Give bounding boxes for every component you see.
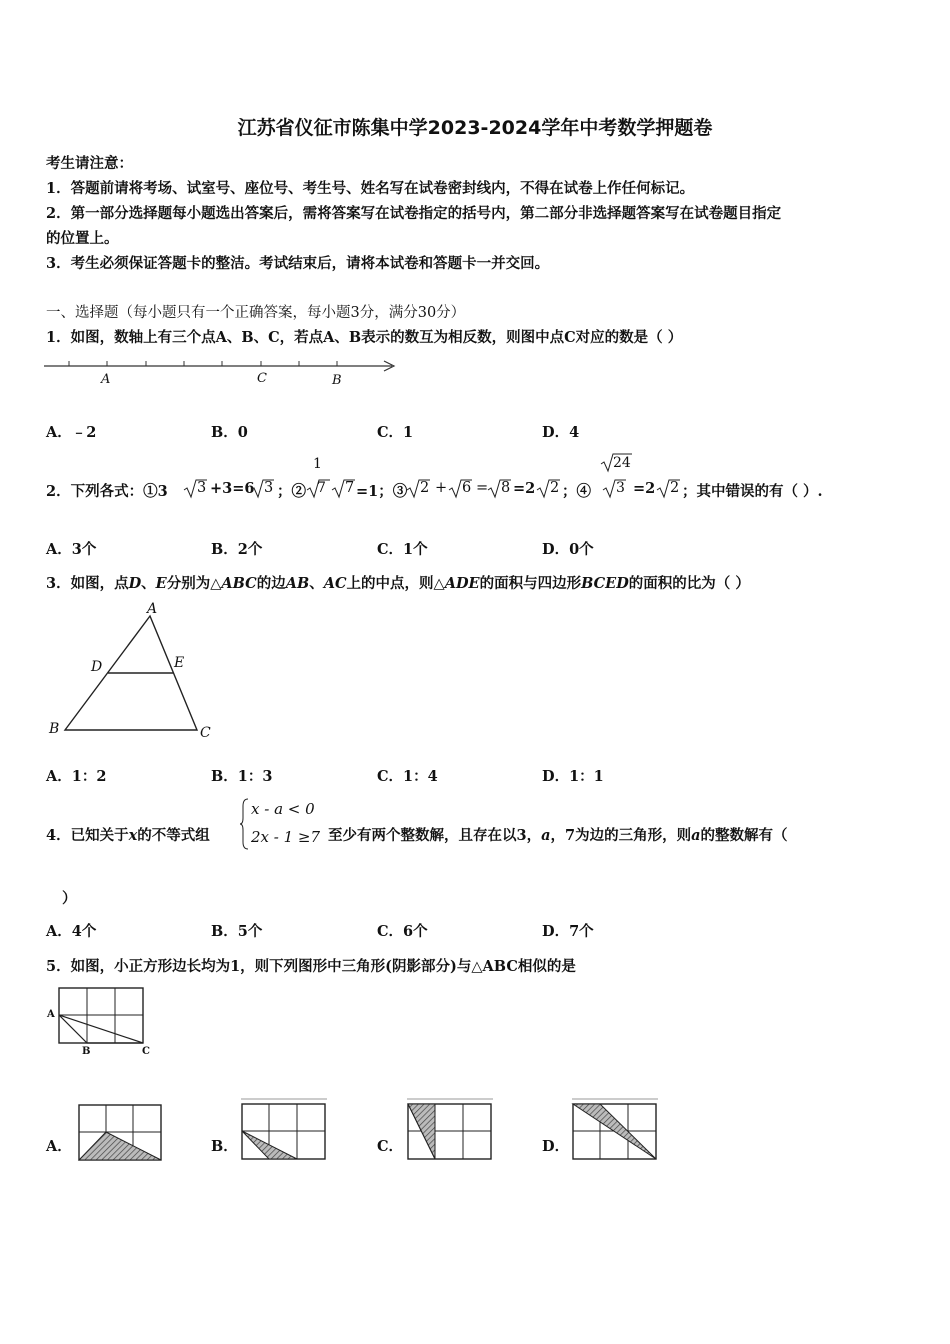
q2-option-d: D．0个	[542, 541, 594, 558]
q1-stem: 1．如图，数轴上有三个点A、B、C，若点A、B表示的数互为相反数，则图中点C对应的数是（ ）	[46, 329, 683, 346]
q4-stem-a: 4．已知关于	[46, 827, 129, 844]
q5-label-a: A	[47, 1009, 55, 1020]
q4-stem-e: 的整数解有（	[700, 827, 788, 844]
q2-part2: +3=6	[210, 480, 255, 497]
q5-option-a: A．	[46, 1138, 72, 1155]
q3-stem-b: 分别为△	[166, 575, 222, 592]
q5-label-c: C	[142, 1046, 150, 1057]
q1-option-d: D．4	[542, 424, 580, 441]
q4-option-c: C．6个	[377, 923, 428, 940]
q1-option-c: C．1	[377, 424, 414, 441]
page-title: 江苏省仪征市陈集中学2023-2024学年中考数学押题卷	[237, 117, 713, 139]
q3-label-a: A	[147, 601, 158, 617]
q3-stem-a: 3．如图，点	[46, 575, 129, 592]
q3-side-ab: AB	[285, 575, 310, 592]
q3-stem	[46, 572, 750, 593]
q4-option-d: D．7个	[542, 923, 594, 940]
q3-tri-abc: ABC	[221, 575, 257, 592]
q3-stem-f: 的面积的比为（ ）	[628, 575, 750, 592]
q4-stem-left	[46, 824, 210, 845]
q3-option-d: D．1：1	[542, 768, 604, 785]
q2-radicand-2: 3	[264, 480, 274, 496]
q2-fraction2-numerator: 24	[613, 455, 631, 471]
q3-label-e: E	[174, 655, 185, 671]
q5-option-d-figure	[572, 1098, 658, 1162]
q1-label-b: B	[332, 373, 342, 388]
q5-option-b: B．	[211, 1138, 238, 1155]
q2-equals: =	[476, 480, 489, 496]
q5-option-a-figure	[78, 1104, 162, 1162]
q2-plus: +	[435, 480, 448, 496]
q1-label-c: C	[257, 371, 267, 386]
q4-brace	[239, 798, 251, 850]
q3-triangle-figure	[60, 610, 210, 735]
q2-fraction2-denominator: 3	[616, 480, 625, 496]
q5-reference-grid	[58, 987, 144, 1045]
q4-stem-b: 的不等式组	[137, 827, 210, 844]
q3-label-d: D	[91, 659, 103, 675]
notice-item-2-cont: 的位置上。	[46, 230, 119, 247]
q2-fraction-denominator: 7	[317, 480, 326, 496]
q5-label-b: B	[82, 1046, 91, 1057]
q2-part7: =2	[633, 480, 656, 497]
q5-stem: 5．如图，小正方形边长均为1，则下列图形中三角形(阴影部分)与△ABC相似的是	[46, 958, 576, 975]
notice-header: 考生请注意：	[46, 155, 133, 172]
q2-part5: =2	[513, 480, 536, 497]
q2-fraction-numerator: 1	[313, 456, 322, 472]
q2-part1: 2．下列各式：①3	[46, 483, 168, 500]
q2-radicand-3: 7	[345, 480, 355, 496]
q3-quad-bced: BCED	[581, 575, 629, 592]
q4-var-x: x	[128, 827, 138, 844]
q3-tri-ade: ADE	[444, 575, 480, 592]
q1-label-a: A	[101, 372, 111, 387]
q4-stem-tail: ）	[62, 890, 77, 907]
q2-radicand-7: 2	[550, 480, 560, 496]
q4-inequality-2: 2x - 1 ≥7	[251, 828, 321, 846]
q3-stem-c: 的边	[256, 575, 286, 592]
q3-point-e: E	[155, 575, 167, 592]
q5-option-d: D．	[542, 1138, 570, 1155]
q3-option-a: A．1：2	[46, 768, 107, 785]
q3-side-ac: AC	[323, 575, 347, 592]
q2-part8: ；其中错误的有（ ）.	[682, 483, 823, 500]
q2-option-a: A．3个	[46, 541, 97, 558]
q3-label-c: C	[200, 725, 211, 741]
q4-inequality-1: x - a < 0	[251, 800, 315, 818]
section-heading: 一、选择题（每小题只有一个正确答案，每小题3分，满分30分）	[46, 305, 466, 321]
q5-option-c: C．	[377, 1138, 404, 1155]
q3-point-d: D	[128, 575, 142, 592]
q4-stem-d: ，7为边的三角形，则	[550, 827, 692, 844]
notice-item-3: 3．考生必须保证答题卡的整洁。考试结束后，请将本试卷和答题卡一并交回。	[46, 255, 550, 272]
q4-option-b: B．5个	[211, 923, 263, 940]
q2-option-b: B．2个	[211, 541, 263, 558]
q4-var-a2: a	[691, 827, 701, 844]
q1-number-line	[44, 356, 399, 392]
q4-stem-right	[328, 824, 788, 845]
q2-radicand-6: 8	[501, 480, 511, 496]
q2-radicand-4: 2	[420, 480, 430, 496]
q2-part6: ；④	[562, 483, 591, 500]
q3-option-c: C．1：4	[377, 768, 438, 785]
q2-option-c: C．1个	[377, 541, 428, 558]
q5-option-b-figure	[241, 1098, 327, 1162]
q5-option-c-figure	[407, 1098, 493, 1162]
notice-item-1: 1．答题前请将考场、试室号、座位号、考生号、姓名写在试卷密封线内，不得在试卷上作任何标记。	[46, 180, 695, 197]
q2-radicand-1: 3	[197, 480, 207, 496]
q1-option-b: B．0	[211, 424, 248, 441]
q3-label-b: B	[49, 721, 60, 737]
q2-part3: ；②	[277, 483, 306, 500]
q3-stem-e: 的面积与四边形	[479, 575, 582, 592]
q1-option-a: A．﹣2	[46, 424, 97, 441]
q3-sep-1: 、	[141, 575, 156, 592]
q4-var-a: a	[541, 827, 551, 844]
q2-radicand-5: 6	[462, 480, 472, 496]
q3-stem-d: 上的中点，则△	[346, 575, 445, 592]
q3-sep-2: 、	[309, 575, 324, 592]
q3-option-b: B．1：3	[211, 768, 273, 785]
q2-radicand-8: 2	[670, 480, 680, 496]
notice-item-2: 2．第一部分选择题每小题选出答案后，需将答案写在试卷指定的括号内，第二部分非选择题答案写在试卷题目指定	[46, 205, 782, 222]
q4-stem-c: 至少有两个整数解，且存在以3，	[328, 827, 542, 844]
q2-part4: =1；③	[356, 483, 408, 500]
q4-option-a: A．4个	[46, 923, 97, 940]
